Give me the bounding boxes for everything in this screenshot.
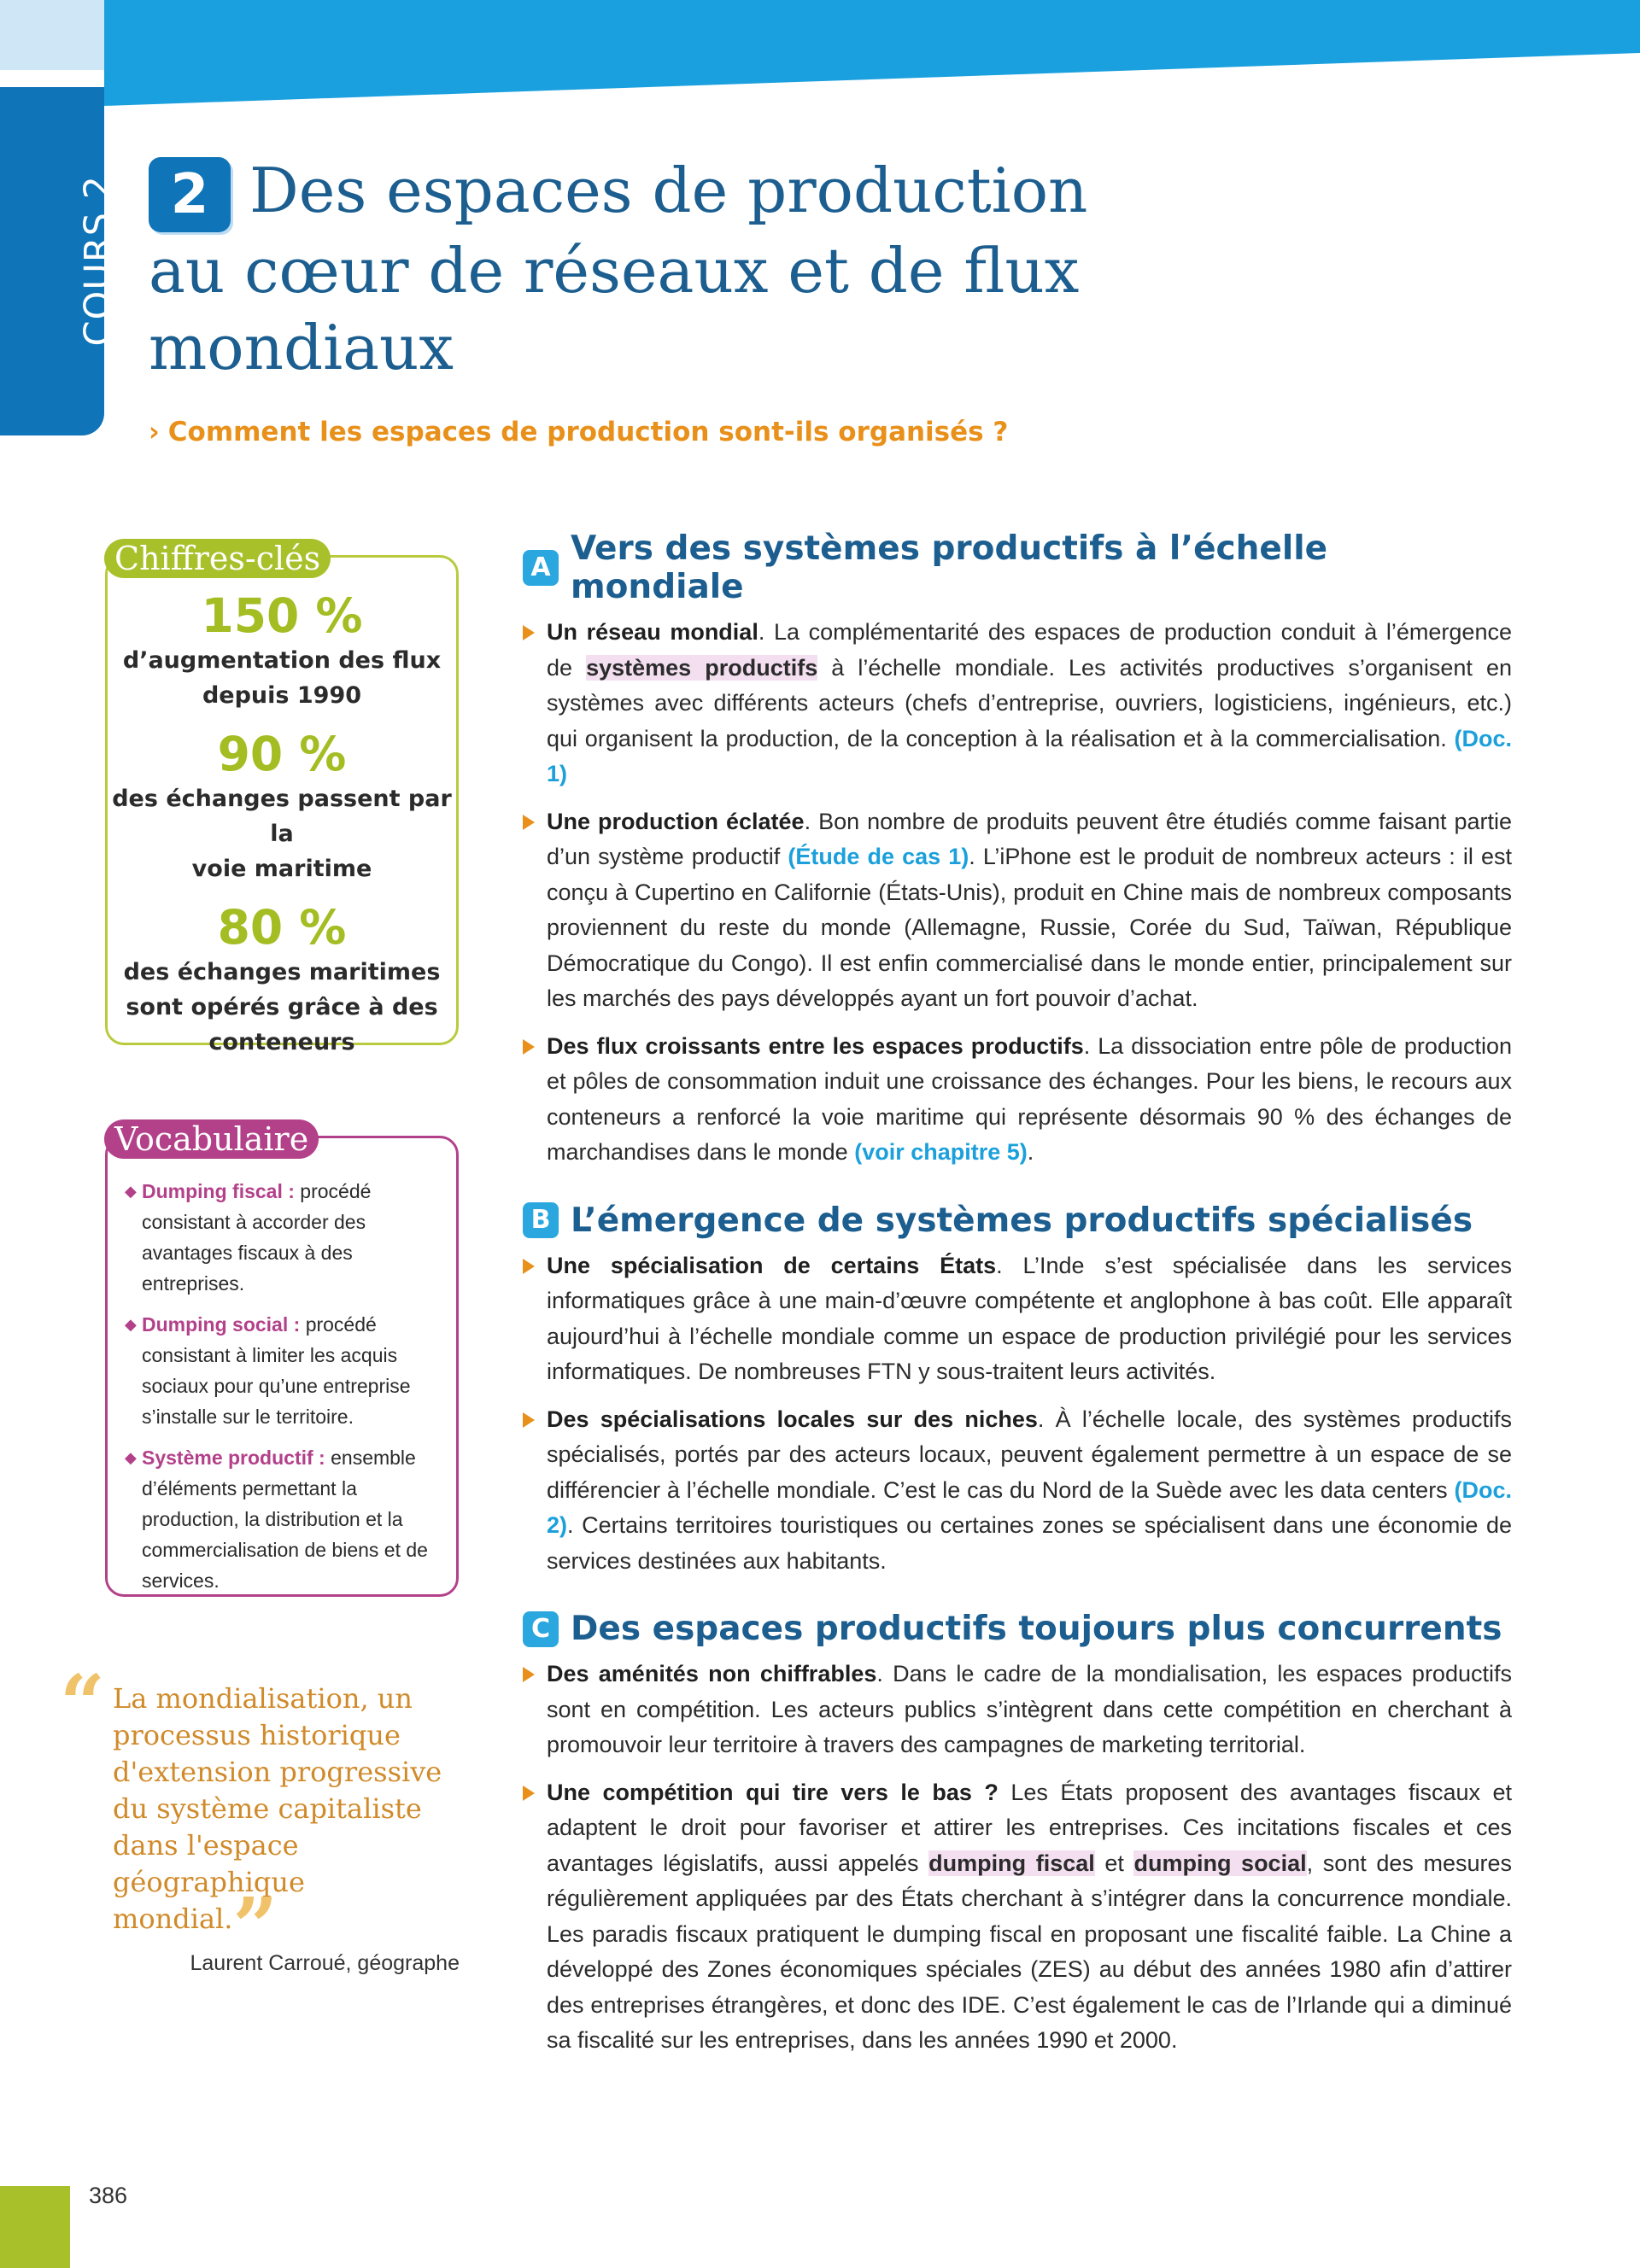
- paragraph-text: . La dissociation entre pôle de production et pôles de consommation induit une croissance des échanges. Pour les biens, le recours aux conteneurs a renforcé la voie maritime qui représente désormais 90 % des échanges de marchandises dans le monde: [547, 1032, 1513, 1165]
- vocabulary-box: [105, 1120, 459, 1597]
- paragraph: [523, 1029, 1512, 1171]
- paragraph-text: . Certains territoires touristiques ou certaines zones se spécialisent dans une économie de services destinées aux habitants.: [547, 1512, 1512, 1574]
- arrow-bullet-icon: [523, 1259, 535, 1274]
- highlighted-term: dumping social: [1133, 1850, 1307, 1876]
- problem-question: [149, 417, 1008, 447]
- open-quote-icon: “: [60, 1657, 105, 1750]
- section-title: Vers des systèmes productifs à l’échelle mondiale: [571, 529, 1328, 606]
- paragraph-text: . L’iPhone est le produit de nombreux acteurs : il est conçu à Cupertino en Californie (États-Unis), produit en Chine mais de nombreux composants proviennent du reste du monde (Allemagne, Russie, Corée du Sud, Taïwan, République Démocratique du Congo). Il est enfin commercialisé dans le monde entier, principalement sur les marchés des pays développés ayant un fort pouvoir d’achat.: [547, 844, 1513, 1011]
- paragraph-text: à l’échelle mondiale. Les activités productives s’organisent en systèmes avec différents acteurs (chefs d’entreprise, ouvriers, logisticiens, ingénieurs, etc.) qui organisent la production, de la conception à la réalisation et à la commercialisation.: [547, 654, 1512, 751]
- quote-block: [60, 1657, 470, 1976]
- paragraph: [523, 615, 1512, 792]
- vocabulary-item: [125, 1309, 444, 1432]
- quote-author: Laurent Carroué, géographe: [190, 1951, 460, 1975]
- arrow-bullet-icon: [523, 1667, 535, 1682]
- footer-bar: [0, 2186, 70, 2268]
- vocabulary-term: Dumping fiscal :: [142, 1180, 295, 1202]
- key-figures-heading: Chiffres-clés: [104, 539, 331, 578]
- paragraph-lead: Un réseau mondial: [547, 619, 758, 645]
- key-figure-value: 150 %: [201, 588, 363, 643]
- title-line-2: au cœur de réseaux et de flux: [149, 235, 1080, 307]
- paragraph: [523, 804, 1512, 1017]
- vocabulary-item: [125, 1442, 444, 1596]
- paragraph-text: . À l’échelle locale, des systèmes productifs spécialisés, portés par des acteurs locaux, peuvent également permettre à un espace de se différencier à l’échelle mondiale. C’est le cas du Nord de la Suède avec les data centers: [547, 1406, 1513, 1503]
- key-figure-value: 80 %: [217, 900, 347, 955]
- arrow-bullet-icon: [523, 815, 535, 830]
- title-line-1: Des espaces de production: [249, 155, 1088, 226]
- vocabulary-definition: procédé consistant à limiter les acquis sociaux pour qu’une entreprise s’installe sur le territoire.: [142, 1313, 411, 1428]
- key-figure-2: [108, 727, 456, 886]
- paragraph-lead: Des flux croissants entre les espaces productifs: [547, 1032, 1084, 1059]
- vocabulary-term: Système productif :: [142, 1447, 325, 1469]
- paragraph-text: Les États proposent des avantages fiscaux et adaptent le droit pour favoriser et attirer les entreprises. Ces incitations fiscales et ces avantages législatifs, aussi appelés: [547, 1779, 1513, 1876]
- section-c: [523, 1610, 1512, 2059]
- vocabulary-definition: ensemble d’éléments permettant la production, la distribution et la commercialisation de biens et de services.: [142, 1447, 428, 1592]
- doc-reference-link[interactable]: (Étude de cas 1): [788, 844, 969, 869]
- diamond-bullet-icon: ◆: [125, 1449, 137, 1466]
- section-title: Des espaces productifs toujours plus concurrents: [571, 1610, 1502, 1648]
- close-quote-icon: ”: [232, 1880, 278, 1973]
- side-tab-label: COURS 2: [77, 175, 120, 347]
- paragraph-lead: Une spécialisation de certains États: [547, 1252, 997, 1278]
- diamond-bullet-icon: ◆: [125, 1316, 137, 1333]
- paragraph-text: . Bon nombre de produits peuvent être étudiés comme faisant partie d’un système productif: [547, 808, 1513, 869]
- page-number: 386: [89, 2183, 128, 2208]
- section-letter-badge: A: [523, 550, 559, 586]
- paragraph: [523, 1657, 1512, 1763]
- vocabulary-item: [125, 1176, 444, 1299]
- arrow-bullet-icon: [523, 1039, 535, 1055]
- key-figure-value: 90 %: [217, 727, 347, 781]
- page-title: [149, 152, 1276, 386]
- chevron-right-icon: ›: [149, 417, 160, 447]
- paragraph-lead: Une compétition qui tire vers le bas ?: [547, 1779, 999, 1805]
- vocabulary-term: Dumping social :: [142, 1313, 301, 1336]
- arrow-bullet-icon: [523, 1412, 535, 1428]
- main-content: [523, 529, 1512, 2090]
- paragraph-lead: Une production éclatée: [547, 808, 805, 834]
- question-text: Comment les espaces de production sont-ils organisés ?: [167, 417, 1009, 447]
- doc-reference-link[interactable]: (voir chapitre 5): [854, 1139, 1028, 1165]
- doc-reference-link[interactable]: (Doc. 1): [547, 725, 1512, 786]
- section-letter-badge: C: [523, 1611, 559, 1647]
- section-title: L’émergence de systèmes productifs spécialisés: [571, 1201, 1473, 1240]
- doc-reference-link[interactable]: (Doc. 2): [547, 1476, 1512, 1538]
- key-figures-box: [105, 540, 459, 1055]
- vocabulary-definition: procédé consistant à accorder des avantages fiscaux à des entreprises.: [142, 1180, 372, 1295]
- paragraph-lead: Des spécialisations locales sur des niches: [547, 1406, 1038, 1432]
- arrow-bullet-icon: [523, 625, 535, 640]
- top-banner: [0, 0, 1640, 106]
- key-figure-label: conteneurs: [208, 1029, 355, 1055]
- paragraph-lead: Des aménités non chiffrables: [547, 1661, 877, 1686]
- key-figure-label: depuis 1990: [202, 682, 362, 709]
- highlighted-term: dumping fiscal: [928, 1850, 1095, 1876]
- arrow-bullet-icon: [523, 1786, 535, 1801]
- key-figure-1: [108, 588, 456, 713]
- paragraph-text: . La complémentarité des espaces de production conduit à l’émergence de: [547, 619, 1512, 681]
- paragraph-text: .: [1027, 1139, 1034, 1165]
- section-letter-badge: B: [523, 1202, 559, 1238]
- key-figure-label: des échanges maritimes: [123, 959, 441, 985]
- section-a: [523, 529, 1512, 1171]
- chapter-number-badge: 2: [149, 157, 231, 232]
- paragraph: [523, 1402, 1512, 1580]
- key-figure-3: [108, 900, 456, 1060]
- paragraph-text: . L’Inde s’est spécialisée dans les services informatiques grâce à une main-d’œuvre compétente et anglophone à bas coût. Elle apparaît aujourd’hui à l’échelle mondiale comme un espace de production privilégié pour les services informatiques. De nombreuses FTN y sous-traitent leurs activités.: [547, 1252, 1512, 1384]
- paragraph-text: et: [1094, 1850, 1134, 1876]
- key-figure-label: sont opérés grâce à des: [126, 994, 438, 1020]
- quote-text: La mondialisation, un processus historique d'extension progressive du système capitaliste dans l'espace géographique mondial.: [113, 1682, 442, 1935]
- vocabulary-heading: Vocabulaire: [104, 1119, 319, 1159]
- paragraph: [523, 1248, 1512, 1390]
- paragraph-text: , sont des mesures régulièrement appliquées par des États cherchant à s’intégrer dans la concurrence mondiale. Les paradis fiscaux pratiquent le dumping fiscal en proposant une fiscalité faible. La Chine a développé des Zones économiques spéciales (ZES) au début des années 1980 afin d’attirer des entreprises étrangères, et donc des IDE. C’est également le cas de l’Irlande qui a diminué sa fiscalité sur les entreprises, dans les années 1990 et 2000.: [547, 1850, 1512, 2053]
- key-figure-label: voie maritime: [191, 856, 372, 882]
- key-figure-label: d’augmentation des flux: [122, 647, 442, 674]
- paragraph-text: . Dans le cadre de la mondialisation, les espaces productifs sont en compétition. Les acteurs publics s’intègrent dans cette compétition en cherchant à promouvoir leur territoire à travers des campagnes de marketing territorial.: [547, 1661, 1512, 1757]
- diamond-bullet-icon: ◆: [125, 1183, 137, 1200]
- key-figure-label: des échanges passent par la: [112, 786, 452, 847]
- title-line-3: mondiaux: [149, 312, 454, 383]
- section-b: [523, 1201, 1512, 1580]
- paragraph: [523, 1775, 1512, 2059]
- highlighted-term: systèmes productifs: [586, 654, 818, 681]
